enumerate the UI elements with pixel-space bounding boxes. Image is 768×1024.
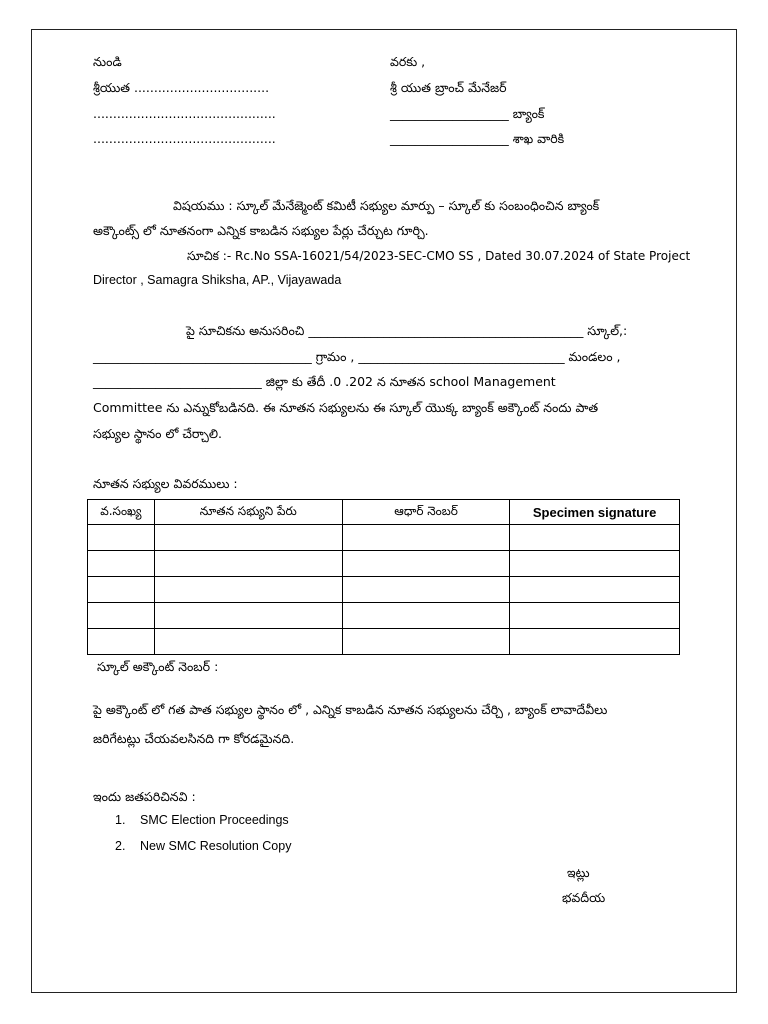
enclosure-number-1: 1. bbox=[115, 813, 126, 827]
members-table bbox=[87, 499, 680, 655]
table-cell bbox=[342, 525, 509, 551]
enclosure-item-2: New SMC Resolution Copy bbox=[140, 839, 292, 853]
column-header-aadhaar-number: ఆధార్ నెంబర్ bbox=[342, 500, 509, 525]
table-cell bbox=[88, 525, 155, 551]
table-cell bbox=[88, 577, 155, 603]
subject-line-1: విషయము : స్కూల్ మేనేజ్మెంట్ కమిటీ సభ్యుల మార్పు – స్కూల్ కు సంబంధించిన బ్యాంక్ bbox=[173, 198, 600, 213]
table-cell bbox=[342, 629, 509, 655]
table-header-row bbox=[88, 500, 680, 525]
column-header-specimen-signature: Specimen signature bbox=[510, 500, 680, 525]
from-label: నుండి bbox=[93, 54, 122, 69]
closing-line-1: ఇట్లు bbox=[567, 865, 590, 880]
table-row bbox=[88, 629, 680, 655]
table-cell bbox=[342, 603, 509, 629]
request-line-2: జరిగేటట్లు చేయవలసినది గా కోరడమైనది. bbox=[93, 731, 295, 746]
enclosures-heading: ఇందు జతపరిచినవి : bbox=[93, 789, 196, 804]
reference-line-2: Director , Samagra Shiksha, AP., Vijayawada bbox=[93, 273, 342, 287]
table-cell bbox=[88, 551, 155, 577]
table-cell bbox=[154, 577, 342, 603]
table-cell bbox=[88, 629, 155, 655]
column-header-serial: వ.సంఖ్య bbox=[88, 500, 155, 525]
to-name: శ్రీ యుత బ్రాంచ్ మేనేజర్ bbox=[390, 80, 507, 95]
table-cell bbox=[510, 551, 680, 577]
table-cell bbox=[88, 603, 155, 629]
body-line-3: ___________________________ జిల్లా కు తేదీ .0 .202 న నూతన school Management bbox=[93, 374, 556, 389]
table-cell bbox=[154, 551, 342, 577]
request-line-1: పై అక్కౌంట్ లో గత పాత సభ్యుల స్థానం లో , ఎన్నిక కాబడిన నూతన సభ్యులను చేర్చి , బ్యాంక్ లావాదేవీలు bbox=[93, 702, 608, 717]
subject-line-2: అక్కౌంట్స్ లో నూతనంగా ఎన్నిక కాబడిన సభ్యుల పేర్లు చేర్చుట గూర్చి. bbox=[93, 223, 429, 238]
closing-line-2: భవదీయ bbox=[562, 890, 606, 905]
column-header-member-name: నూతన సభ్యుని పేరు bbox=[154, 500, 342, 525]
table-cell bbox=[154, 525, 342, 551]
body-line-4: Committee ను ఎన్నుకోబడినది. ఈ నూతన సభ్యులను ఈ స్కూల్ యొక్క బ్యాంక్ అక్కౌంట్ నందు పాత bbox=[93, 400, 599, 415]
from-line-3: .............................................. bbox=[93, 131, 276, 146]
branch-line: ___________________ శాఖ వారికి bbox=[390, 131, 565, 146]
body-line-1: పై సూచికను అనుసరించి ____________________________________________ స్కూల్,: bbox=[186, 323, 628, 338]
table-cell bbox=[510, 629, 680, 655]
table-row bbox=[88, 525, 680, 551]
school-account-number-label: స్కూల్ అక్కౌంట్ నెంబర్ : bbox=[97, 659, 219, 674]
table-cell bbox=[154, 603, 342, 629]
from-name: శ్రీయుత .................................. bbox=[93, 80, 270, 95]
reference-line-1: సూచిక :- Rc.No SSA-16021/54/2023-SEC-CMO SS , Dated 30.07.2024 of State Project bbox=[187, 248, 691, 263]
from-line-2: .............................................. bbox=[93, 106, 276, 121]
table-cell bbox=[342, 577, 509, 603]
members-heading: నూతన సభ్యుల వివరములు : bbox=[93, 476, 238, 491]
table-row bbox=[88, 551, 680, 577]
body-line-2: ___________________________________ గ్రామం , _________________________________ మండలం , bbox=[93, 349, 621, 364]
table-cell bbox=[510, 603, 680, 629]
enclosure-item-1: SMC Election Proceedings bbox=[140, 813, 289, 827]
body-line-5: సభ్యుల స్థానం లో చేర్చాలి. bbox=[93, 426, 222, 441]
table-row bbox=[88, 577, 680, 603]
table-cell bbox=[154, 629, 342, 655]
to-label: వరకు , bbox=[390, 54, 426, 69]
enclosure-number-2: 2. bbox=[115, 839, 126, 853]
table-row bbox=[88, 603, 680, 629]
bank-line: ___________________ బ్యాంక్ bbox=[390, 106, 545, 121]
table-cell bbox=[510, 525, 680, 551]
table-cell bbox=[510, 577, 680, 603]
table-cell bbox=[342, 551, 509, 577]
